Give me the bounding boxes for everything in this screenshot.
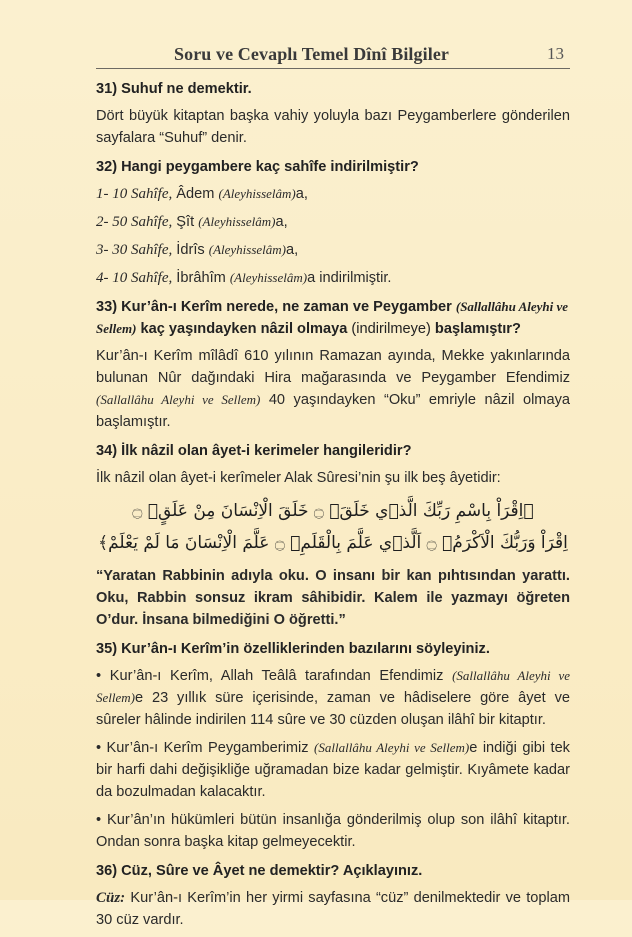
arabic-verses bbox=[96, 495, 570, 559]
arabic-line-1: ﴿اِقْرَاْ بِاسْمِ رَبِّكَ الَّذ۪ي خَلَقَۚ ۝ خَلَقَ الْاِنْسَانَ مِنْ عَلَقٍۚ ۝ bbox=[132, 501, 534, 521]
question-36: 36) Cüz, Sûre ve Âyet ne demektir? Açıklayınız. bbox=[96, 863, 423, 879]
feature-bullet-1: • Kur’ân-ı Kerîm, Allah Teâlâ tarafından Efendimiz (Sallallâhu Aleyhi ve Sellem)e 23 yıllık süre içerisinde, zaman ve hâdiselere göre âyet ve sûreler hâlinde indirilen 114 sûre ve 30 cüzden oluşan ilâhî bir kitaptır. bbox=[96, 668, 570, 728]
book-title: Soru ve Cevaplı Temel Dînî Bilgiler bbox=[174, 44, 450, 64]
verse-translation: “Yaratan Rabbinin adıyla oku. O insanı bir kan pıhtısından yarattı. Oku, Rabbin sonsuz ikram sâhibidir. Kalem ile yazmayı öğreten O’dur. İnsana bilmediğini O öğretti.” bbox=[96, 568, 570, 628]
answer-34-intro: İlk nâzil olan âyet-i kerîmeler Alak Sûresi’nin şu ilk beş âyetidir: bbox=[96, 470, 501, 486]
question-33: 33) Kur’ân-ı Kerîm nerede, ne zaman ve Peygamber (Sallallâhu Aleyhi ve Sellem) kaç yaşındayken nâzil olmaya (indirilmeye) başlamıştır? bbox=[96, 299, 569, 337]
page-number: 13 bbox=[547, 44, 564, 63]
answer-33: Kur’ân-ı Kerîm mîlâdî 610 yılının Ramazan ayında, Mekke yakınlarında bulunan Nûr dağındaki Hira mağarasında ve Peygamber Efendimiz (Sallallâhu Aleyhi ve Sellem) 40 yaşındayken “Oku” emriyle nâzil olmaya başlamıştır. bbox=[96, 348, 570, 430]
sahife-item-2: 2- 50 Sahîfe, Şît (Aleyhisselâm)a, bbox=[96, 214, 288, 230]
sahife-item-3: 3- 30 Sahîfe, İdrîs (Aleyhisselâm)a, bbox=[96, 242, 299, 258]
page-content bbox=[96, 72, 570, 937]
answer-31: Dört büyük kitaptan başka vahiy yoluyla bazı Peygamberlere gönderilen sayfalara “Suhuf” denir. bbox=[96, 108, 570, 146]
sahife-item-4: 4- 10 Sahîfe, İbrâhîm (Aleyhisselâm)a indirilmiştir. bbox=[96, 270, 392, 286]
question-35: 35) Kur’ân-ı Kerîm’in özelliklerinden bazılarını söyleyiniz. bbox=[96, 641, 490, 657]
answer-36: Cüz: Kur’ân-ı Kerîm’in her yirmi sayfasına “cüz” denilmektedir ve toplam 30 cüz vardır. bbox=[96, 890, 570, 928]
question-32: 32) Hangi peygambere kaç sahîfe indirilmiştir? bbox=[96, 159, 419, 175]
question-31: 31) Suhuf ne demektir. bbox=[96, 81, 252, 97]
feature-bullet-2: • Kur’ân-ı Kerîm Peygamberimiz (Sallallâhu Aleyhi ve Sellem)e indiği gibi tek bir harfi dahi değişikliğe uğramadan bize kadar gelmiştir. Kıyâmete kadar da bozulmadan kalacaktır. bbox=[96, 740, 570, 800]
question-34: 34) İlk nâzil olan âyet-i kerimeler hangileridir? bbox=[96, 443, 412, 459]
arabic-line-2: اِقْرَاْ وَرَبُّكَ الْاَكْرَمُۙ ۝ اَلَّذ۪ي عَلَّمَ بِالْقَلَمِۙ ۝ عَلَّمَ الْاِنْسَانَ مَا لَمْ يَعْلَمْ﴾ bbox=[98, 533, 568, 553]
feature-bullet-3: • Kur’ân’ın hükümleri bütün insanlığa gönderilmiş olup son ilâhî kitaptır. Ondan sonra başka kitap gelmeyecektir. bbox=[96, 812, 570, 850]
running-header bbox=[96, 42, 570, 69]
sahife-item-1: 1- 10 Sahîfe, Âdem (Aleyhisselâm)a, bbox=[96, 186, 308, 202]
